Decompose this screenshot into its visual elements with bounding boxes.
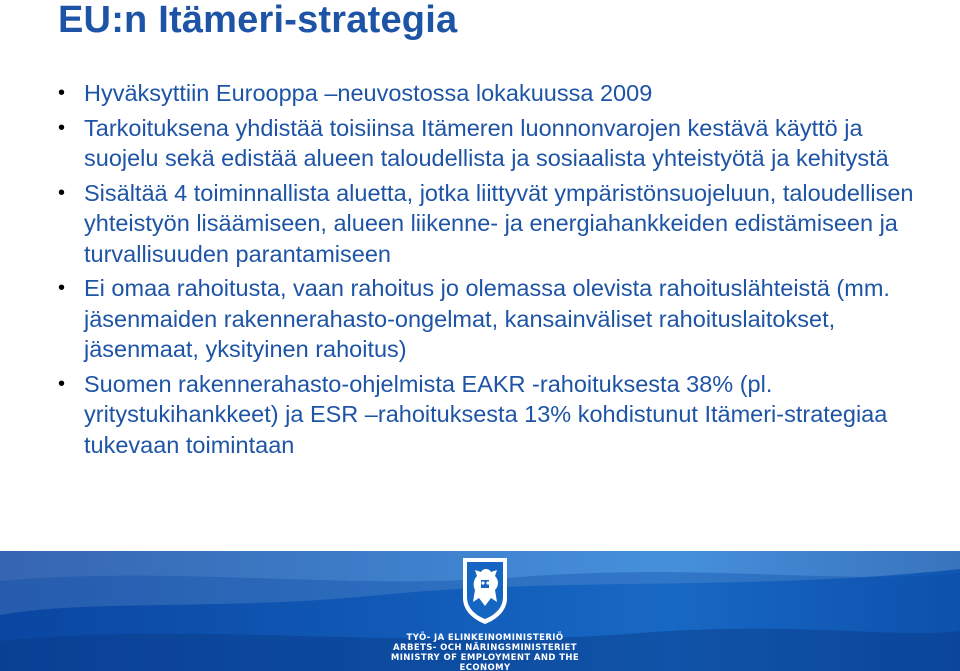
bullet-dot-icon: • — [58, 277, 66, 299]
ministry-name-sv: ARBETS- OCH NÄRINGSMINISTERIET — [393, 643, 577, 653]
bullet-item — [58, 178, 938, 270]
ministry-logo — [375, 551, 595, 671]
bullet-item — [58, 273, 938, 365]
heraldic-lion-icon — [459, 554, 511, 626]
bullet-item — [58, 369, 938, 461]
bullet-text: Ei omaa rahoitusta, vaan rahoitus jo olemassa olevista rahoituslähteistä (mm. jäsenmaiden rakennerahasto-ongelmat, kansainväliset rahoituslaitokset, jäsenmaat, yksityinen rahoitus) — [84, 275, 890, 362]
bullet-text: Tarkoituksena yhdistää toisiinsa Itämeren luonnonvarojen kestävä käyttö ja suojelu sekä edistää alueen taloudellista ja sosiaalista yhteistyötä ja kehitystä — [84, 114, 889, 171]
ministry-name-fi: TYÖ- JA ELINKEINOMINISTERIÖ — [406, 633, 564, 643]
bullet-item — [58, 113, 938, 174]
bullet-dot-icon: • — [58, 116, 66, 139]
bullet-text: Sisältää 4 toiminnallista aluetta, jotka liittyvät ympäristönsuojeluun, taloudellisen yhteistyön lisäämiseen, alueen liikenne- ja energiahankkeiden edistämiseen ja turvallisuuden parantamiseen — [84, 179, 914, 267]
bullet-text: Hyväksyttiin Eurooppa –neuvostossa lokakuussa 2009 — [84, 80, 653, 106]
bullet-list — [58, 78, 938, 464]
ministry-name-en: MINISTRY OF EMPLOYMENT AND THE ECONOMY — [390, 653, 580, 671]
bullet-item — [58, 78, 938, 109]
footer-band — [0, 551, 960, 671]
slide-title: EU:n Itämeri-strategia — [58, 0, 458, 41]
bullet-dot-icon: • — [58, 181, 66, 204]
bullet-dot-icon: • — [58, 82, 66, 104]
bullet-text: Suomen rakennerahasto-ohjelmista EAKR -rahoituksesta 38% (pl. yritystukihankkeet) ja ESR –rahoituksesta 13% kohdistunut Itämeri-strategiaa tukevaan toimintaan — [84, 370, 888, 458]
bullet-dot-icon: • — [58, 372, 66, 395]
